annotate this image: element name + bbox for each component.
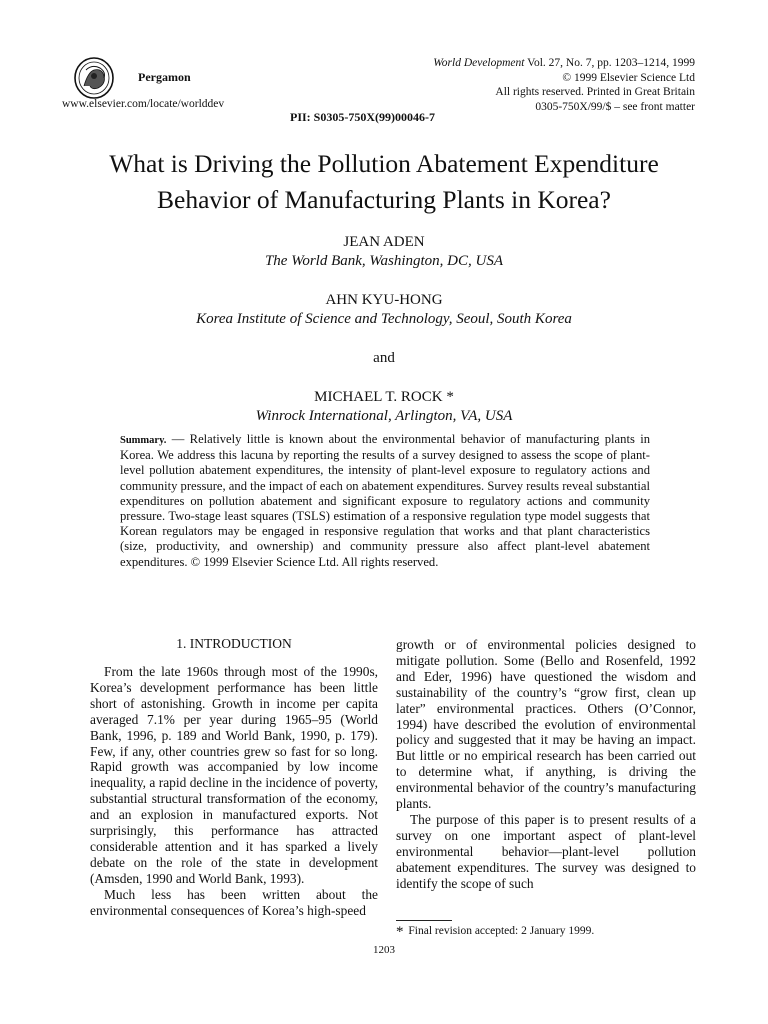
author-conjunction: and <box>373 350 395 366</box>
journal-citation <box>335 56 695 71</box>
pii-identifier: PII: S0305-750X(99)00046-7 <box>290 110 435 124</box>
author-affiliation: Korea Institute of Science and Technology, Seoul, South Korea <box>196 311 572 327</box>
body-column-left <box>90 664 378 919</box>
abstract-summary <box>120 432 650 570</box>
footnote <box>396 924 594 941</box>
summary-text: — Relatively little is known about the environmental behavior of manufacturing plants in Korea. We address this lacuna by reporting the results of a survey designed to assess the scope of plant-level pollution abatement expenditures, the intensity of plant-level exposure to regulatory actions and community pressure, and the impact of each on abatement expenditures. Survey results reveal substantial expenditures on pollution abatement and significant exposure to regulatory actions and community pressure. Two-stage least squares (TSLS) estimation of a responsive regulation type model suggests that Korean regulators may be engaged in responsive regulation that works and that plant characteristics (size, productivity, and ownership) and community pressure also affect plant-level abatement expenditures. © 1999 Elsevier Science Ltd. All rights reserved. <box>120 432 650 569</box>
issn-line: 0305-750X/99/$ – see front matter <box>535 100 695 113</box>
paragraph: The purpose of this paper is to present results of a survey on one important aspect of plant-level environmental behavior—plant-level pollution abatement expenditures. The survey was designed to identify the scope of such <box>396 811 696 891</box>
paper-title <box>60 146 708 218</box>
body-column-right <box>396 637 696 892</box>
paragraph: growth or of environmental policies designed to mitigate pollution. Some (Bello and Rosenfeld, 1992 and Eder, 1996) have questioned the wisdom and sustainability of the country’s “grow first, clean up later” environmental practices. Others (O’Connor, 1994) have described the evolution of environmental policy and suggested that it may be having an impact. But little or no empirical research has been carried out to determine what, if anything, is driving the environmental behavior of the country’s manufacturing plants. <box>396 637 696 812</box>
publisher-name: Pergamon <box>138 70 191 84</box>
journal-website-link[interactable]: www.elsevier.com/locate/worlddev <box>62 98 225 110</box>
title-line-1: What is Driving the Pollution Abatement Expenditure <box>109 149 659 178</box>
footnote-divider <box>396 920 452 921</box>
section-heading-introduction: 1. INTRODUCTION <box>176 636 292 651</box>
copyright-line: © 1999 Elsevier Science Ltd <box>562 71 695 84</box>
rights-line: All rights reserved. Printed in Great Britain <box>495 86 695 99</box>
journal-name: World Development <box>433 57 525 69</box>
paragraph: Much less has been written about the environmental consequences of Korea’s high-speed <box>90 886 378 918</box>
elsevier-tree-logo-icon <box>72 56 132 100</box>
author-affiliation: The World Bank, Washington, DC, USA <box>264 253 504 269</box>
author-name: AHN KYU-HONG <box>325 292 443 308</box>
summary-label: Summary. <box>120 435 167 446</box>
author-name: JEAN ADEN <box>343 234 425 250</box>
journal-info-block <box>335 56 695 114</box>
footnote-text: Final revision accepted: 2 January 1999. <box>408 925 595 937</box>
footnote-marker: * <box>396 924 404 940</box>
page-number: 1203 <box>373 944 395 956</box>
title-line-2: Behavior of Manufacturing Plants in Korea? <box>157 185 611 214</box>
author-affiliation: Winrock International, Arlington, VA, USA <box>255 408 513 424</box>
author-name: MICHAEL T. ROCK * <box>314 389 454 405</box>
journal-volume: Vol. 27, No. 7, pp. 1203–1214, 1999 <box>524 57 695 69</box>
paragraph: From the late 1960s through most of the 1990s, Korea’s development performance has been little short of astonishing. Growth in income per capita averaged 7.1% per year during 1965–95 (World Bank, 1996, p. 189 and World Bank, 1990, p. 179). Few, if any, other countries grew so fast for so long. Rapid growth was accompanied by low income inequality, a rapid decline in the incidence of poverty, substantial structural transformation of the economy, and an explosion in manufactured exports. Not surprisingly, this performance has attracted considerable attention and it has sparked a lively debate on the role of the state in development (Amsden, 1990 and World Bank, 1993). <box>90 664 378 886</box>
